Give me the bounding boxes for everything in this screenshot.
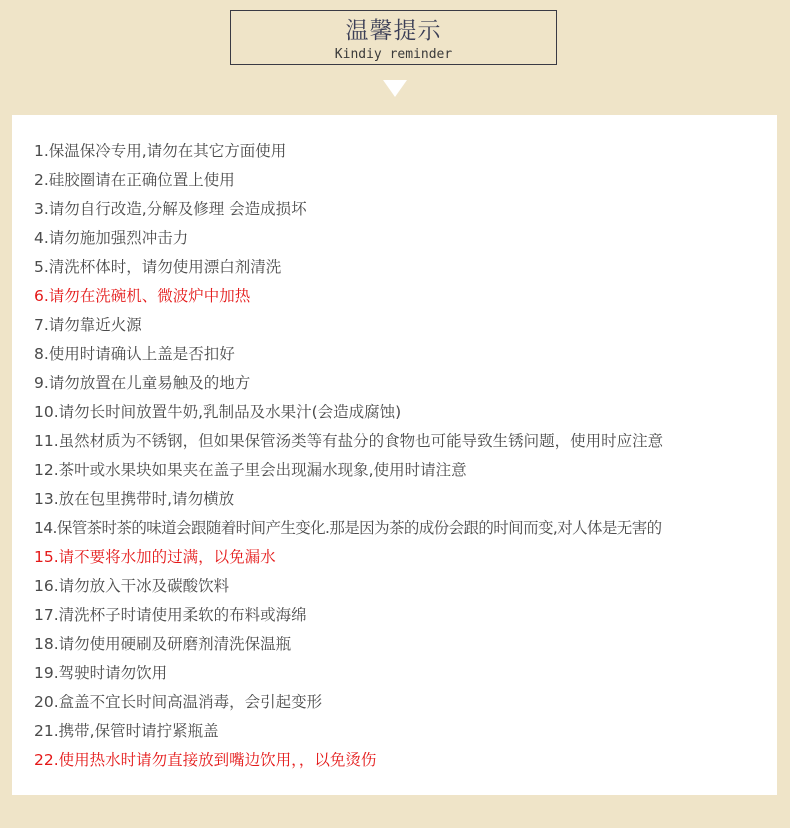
list-item: 10.请勿长时间放置牛奶,乳制品及水果汁(会造成腐蚀) bbox=[34, 403, 402, 421]
list-item-warning: 22.使用热水时请勿直接放到嘴边饮用，，以免烫伤 bbox=[34, 751, 377, 769]
reminder-list bbox=[34, 137, 777, 775]
list-item: 14.保管茶时茶的味道会跟随着时间产生变化.那是因为茶的成份会跟的时间而变,对人体是无害的 bbox=[34, 519, 662, 537]
page-subtitle: Kindiy reminder bbox=[334, 47, 453, 62]
list-item: 16.请勿放入干冰及碳酸饮料 bbox=[34, 577, 230, 595]
list-item: 4.请勿施加强烈冲击力 bbox=[34, 229, 189, 247]
list-item: 5.清洗杯体时，请勿使用漂白剂清洗 bbox=[34, 258, 282, 276]
list-item: 13.放在包里携带时,请勿横放 bbox=[34, 490, 235, 508]
list-item: 9.请勿放置在儿童易触及的地方 bbox=[34, 374, 251, 392]
title-box bbox=[230, 10, 557, 65]
list-item: 7.请勿靠近火源 bbox=[34, 316, 142, 334]
list-item: 1.保温保冷专用,请勿在其它方面使用 bbox=[34, 142, 287, 160]
down-arrow-icon bbox=[383, 80, 407, 97]
list-item-warning: 15.请不要将水加的过满，以免漏水 bbox=[34, 548, 276, 566]
list-item: 21.携带,保管时请拧紧瓶盖 bbox=[34, 722, 219, 740]
list-item-warning: 6.请勿在洗碗机、微波炉中加热 bbox=[34, 287, 251, 305]
list-item: 12.茶叶或水果块如果夹在盖子里会出现漏水现象,使用时请注意 bbox=[34, 461, 467, 479]
list-item: 11.虽然材质为不锈钢，但如果保管汤类等有盐分的食物也可能导致生锈问题，使用时应注意 bbox=[34, 432, 664, 450]
list-item: 3.请勿自行改造,分解及修理 会造成损坏 bbox=[34, 200, 307, 218]
reminder-panel bbox=[12, 115, 777, 795]
page-title: 温馨提示 bbox=[345, 18, 442, 44]
list-item: 8.使用时请确认上盖是否扣好 bbox=[34, 345, 235, 363]
list-item: 18.请勿使用硬刷及研磨剂清洗保温瓶 bbox=[34, 635, 292, 653]
list-item: 17.清洗杯子时请使用柔软的布料或海绵 bbox=[34, 606, 307, 624]
list-item: 2.硅胶圈请在正确位置上使用 bbox=[34, 171, 235, 189]
list-item: 20.盒盖不宜长时间高温消毒，会引起变形 bbox=[34, 693, 323, 711]
list-item: 19.驾驶时请勿饮用 bbox=[34, 664, 168, 682]
